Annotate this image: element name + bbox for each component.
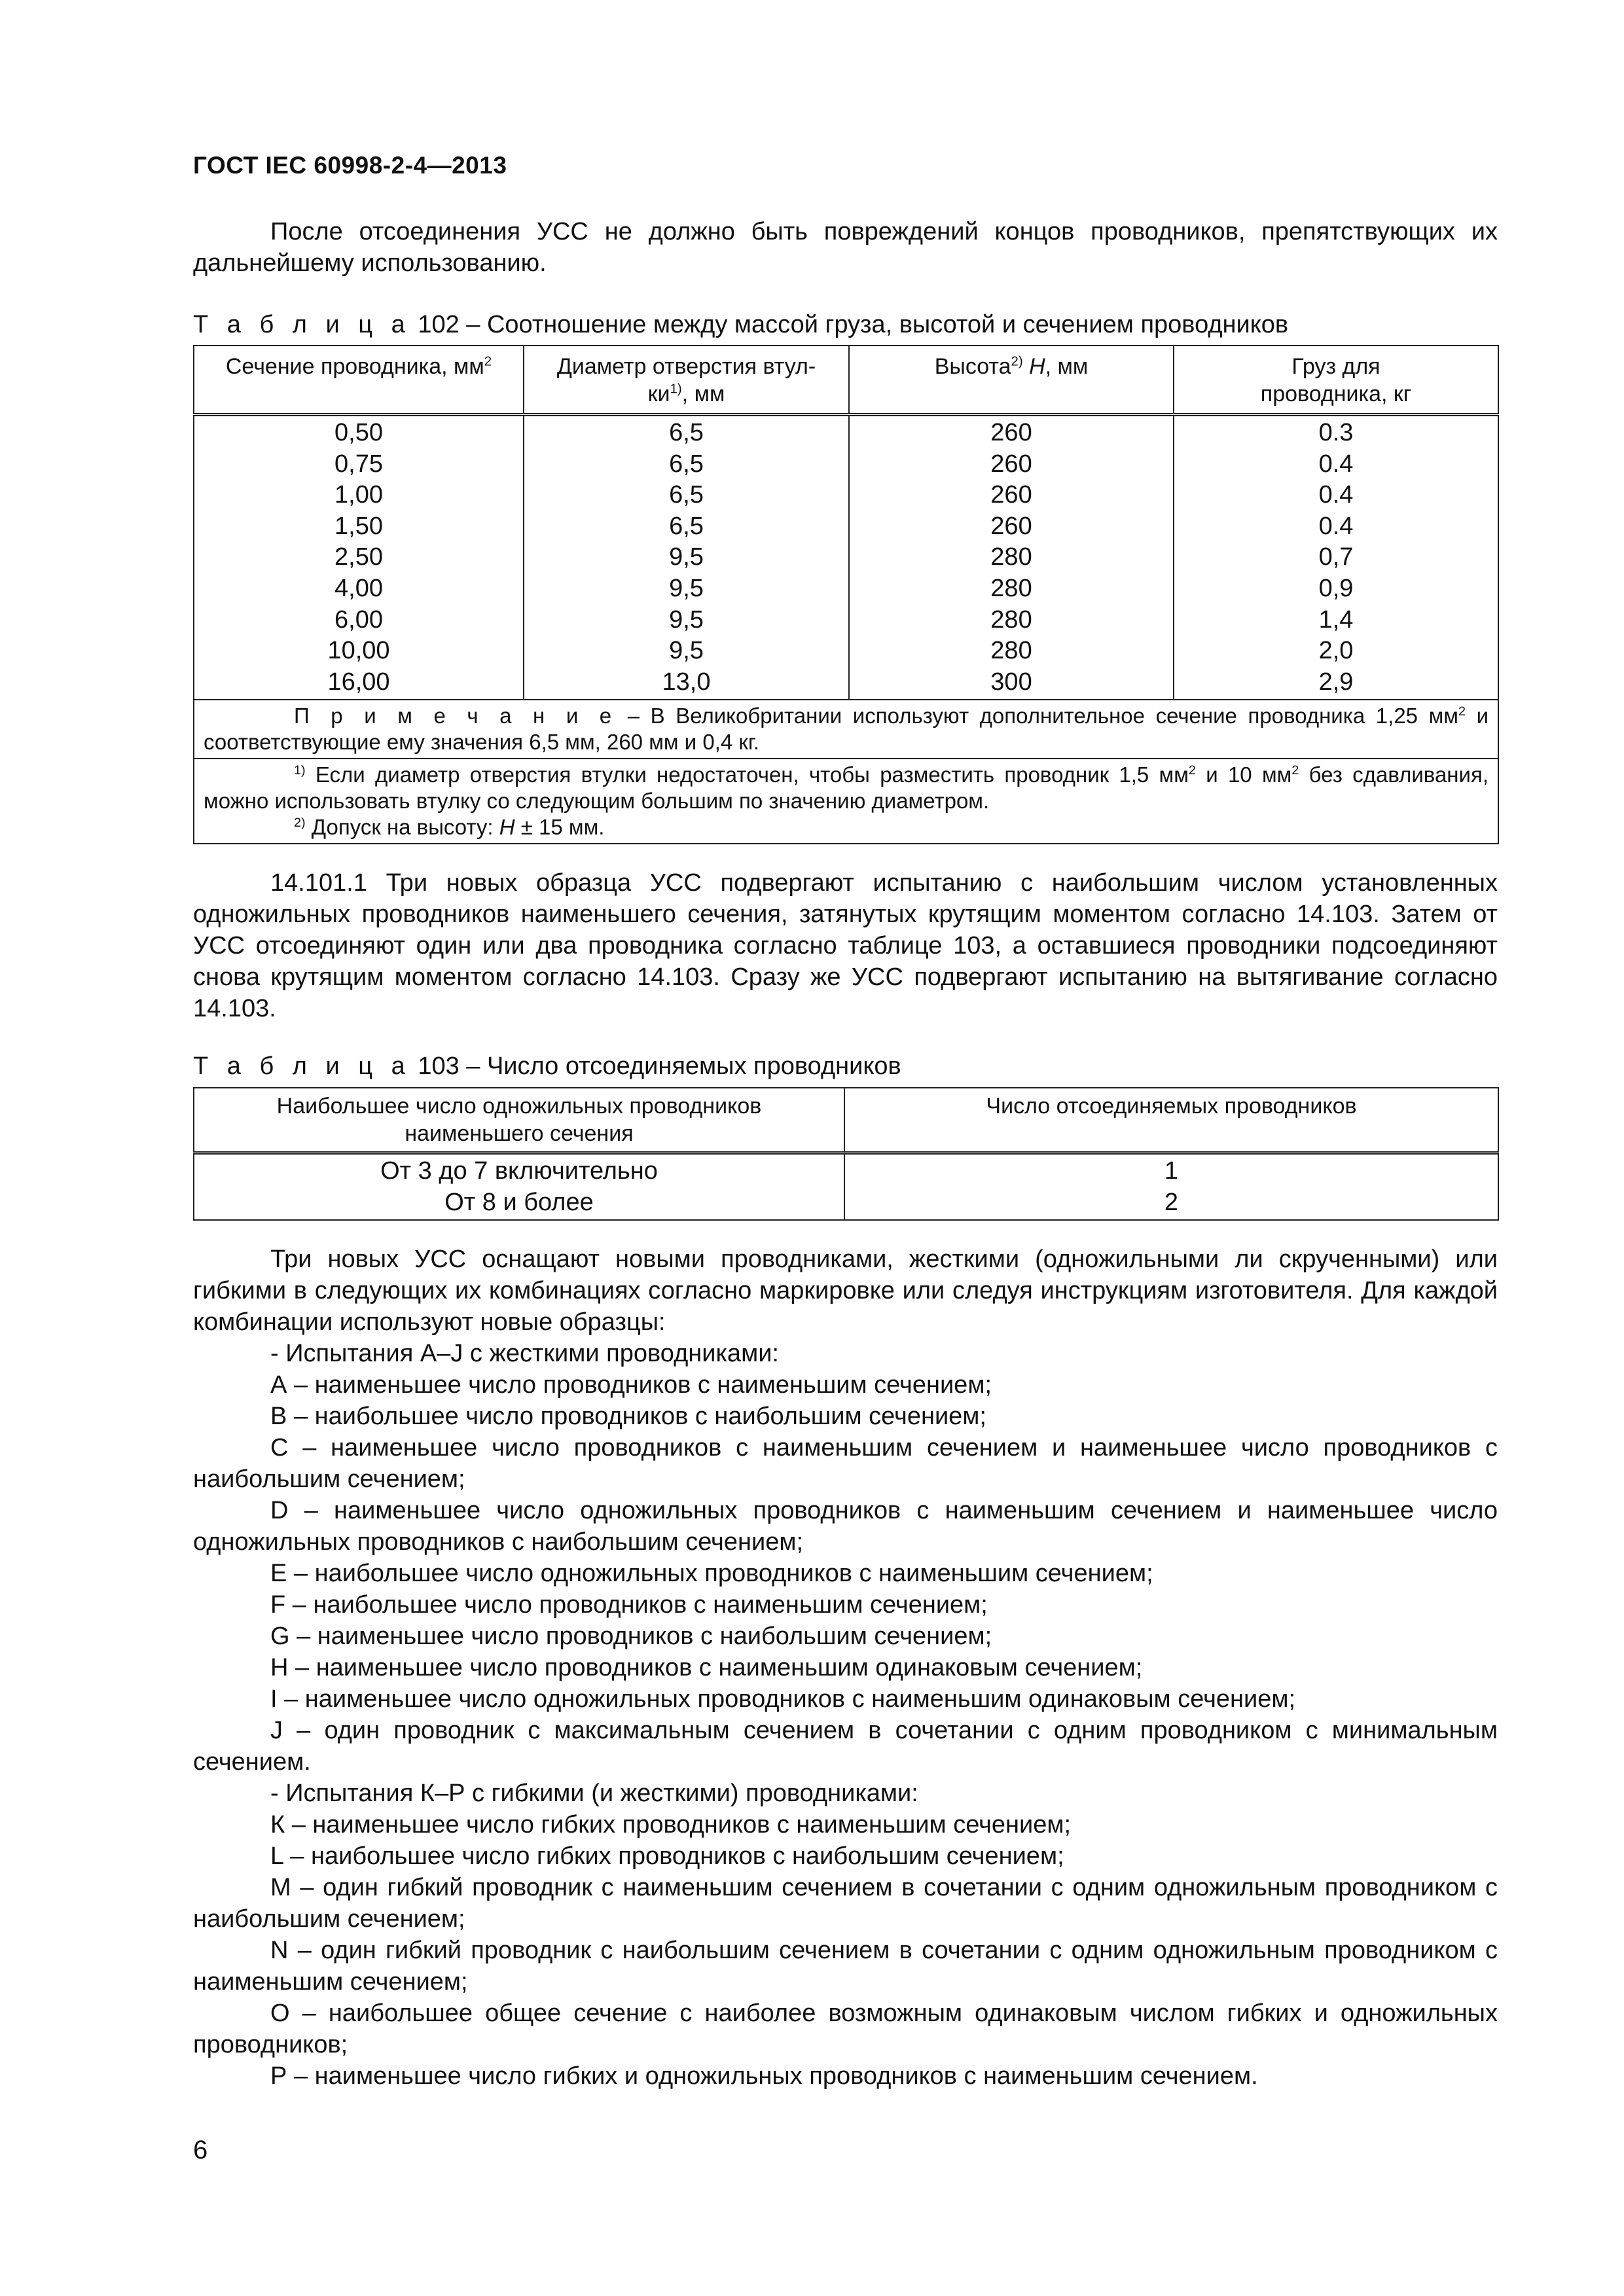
list-item: F – наибольшее число проводников с наименьшим сечением; (270, 1591, 988, 1619)
cell-count: 1 (1164, 1157, 1179, 1185)
document-header: ГОСТ IEC 60998-2-4—2013 (193, 152, 507, 179)
list-item: М – один гибкий проводник с наименьшим сечением в сочетании с одним одножильным проводником с наибольшим сечением; (193, 1874, 1498, 1933)
list-item: С – наименьшее число проводников с наименьшим сечением и наименьшее число проводников с наибольшим сечением; (193, 1434, 1498, 1493)
cell-load: 0.3 (1318, 419, 1354, 446)
table-102-header-diameter (524, 346, 849, 415)
cell-diameter: 13,0 (662, 668, 711, 696)
cell-range: От 8 и более (444, 1188, 594, 1216)
cell-load: 2,9 (1318, 668, 1354, 696)
cell-load: 0.4 (1318, 481, 1354, 509)
page-number: 6 (193, 2136, 208, 2164)
table-103 (193, 1087, 1499, 1221)
table-102-col-height (849, 415, 1174, 700)
header-section-text: Сечение проводника, мм (225, 354, 484, 379)
table-102-col-diameter (524, 415, 849, 700)
table-103-caption (193, 1050, 901, 1082)
cell-range: От 3 до 7 включительно (380, 1157, 658, 1185)
cell-diameter: 9,5 (669, 543, 704, 571)
table-102 (193, 345, 1499, 844)
list-item: К – наименьшее число гибких проводников с наименьшим сечением; (270, 1811, 1072, 1839)
cell-height: 280 (990, 574, 1032, 602)
intro-paragraph: После отсоединения УСС не должно быть повреждений концов проводников, препятствующих их дальнейшему использованию. (193, 218, 1498, 277)
cell-height: 300 (990, 668, 1032, 696)
cell-diameter: 9,5 (669, 637, 704, 665)
list-item: Р – наименьшее число гибких и одножильных проводников с наименьшим сечением. (270, 2062, 1258, 2090)
note-text-b: и соответствующие ему значения 6,5 мм, 260 мм и 0,4 кг. (204, 704, 1489, 755)
list-item: H – наименьшее число проводников с наименьшим одинаковым сечением; (270, 1654, 1143, 1681)
cell-diameter: 6,5 (669, 450, 704, 478)
list-item: L – наибольшее число гибких проводников с наибольшим сечением; (270, 1842, 1064, 1870)
header-diameter-text-1: Диаметр отверстия втул- (556, 354, 816, 379)
footnote-2-text-a: Допуск на высоту: (305, 815, 499, 840)
footnote-1-text-b: и 10 мм (1195, 762, 1292, 787)
cell-height: 260 (990, 419, 1032, 446)
table-102-footnotes (194, 759, 1498, 844)
header-load-text-2: проводника, кг (1260, 382, 1412, 406)
table-102-caption-title: 102 – Соотношение между массой груза, высотой и сечением проводников (410, 311, 1289, 338)
table-102-footnotes-row (194, 759, 1498, 844)
table-103-col-count (844, 1153, 1498, 1221)
list-item: G – наименьшее число проводников с наибольшим сечением; (270, 1623, 992, 1650)
header-height-unit: , мм (1045, 354, 1089, 379)
cell-section: 1,50 (334, 512, 383, 540)
list-item: N – один гибкий проводник с наибольшим сечением в сочетании с одним одножильным проводником с наименьшим сечением; (193, 1937, 1498, 1996)
cell-diameter: 9,5 (669, 605, 704, 634)
cell-diameter: 6,5 (669, 481, 704, 509)
footnote-1-mark: 1) (294, 763, 306, 778)
cell-height: 280 (990, 605, 1032, 634)
table-102-caption-word: Т а б л и ц а (193, 311, 411, 338)
cell-section: 1,00 (334, 481, 383, 509)
table-102-note-row (194, 700, 1498, 759)
list-item: О – наибольшее общее сечение с наиболее возможным одинаковым числом гибких и одножильных проводников; (193, 2000, 1498, 2058)
cell-section: 0,75 (334, 450, 383, 478)
header-load-text-1: Груз для (1291, 354, 1380, 379)
table-102-col-section (194, 415, 524, 700)
list-item: - Испытания A–J с жесткими проводниками: (270, 1340, 779, 1367)
header-height-text: Высота (934, 354, 1011, 379)
cell-height: 260 (990, 512, 1032, 540)
cell-load: 0.4 (1318, 450, 1354, 478)
note-label: П р и м е ч а н и е (294, 704, 617, 728)
cell-section: 4,00 (334, 574, 383, 602)
cell-load: 2,0 (1318, 637, 1354, 665)
cell-height: 260 (990, 481, 1032, 509)
header-diameter-text-3: , мм (681, 382, 725, 406)
footnote-2-text-b: ± 15 мм. (514, 815, 605, 840)
list-item: D – наименьшее число одножильных проводников с наименьшим сечением и наименьшее число одножильных проводников с наибольшим сечением; (193, 1497, 1498, 1556)
cell-section: 10,00 (327, 637, 390, 665)
table-103-header-count: Число отсоединяемых проводников (844, 1088, 1498, 1153)
cell-count: 2 (1164, 1188, 1179, 1216)
list-item: - Испытания К–Р с гибкими (и жесткими) проводниками: (270, 1780, 918, 1807)
table-102-body-row (194, 415, 1498, 700)
cell-diameter: 9,5 (669, 574, 704, 602)
list-item: А – наименьшее число проводников с наименьшим сечением; (270, 1371, 992, 1399)
cell-section: 2,50 (334, 543, 383, 571)
table-102-caption (193, 309, 1288, 340)
footnote-1-sup-1: 2 (1188, 763, 1196, 778)
footnote-1-text-c: без сдавливания, можно использовать втулку со следующим большим по значению диаметром. (204, 762, 1489, 814)
table-102-header-height (849, 346, 1174, 415)
table-103-header-row (194, 1088, 1498, 1153)
footnote-1-sup-2: 2 (1291, 763, 1299, 778)
list-item: В – наибольшее число проводников с наибольшим сечением; (270, 1403, 986, 1430)
table-102-note (194, 700, 1498, 759)
header-max-text-1: Наибольшее число одножильных проводников (276, 1094, 762, 1119)
list-item: I – наименьшее число одножильных проводников с наименьшим одинаковым сечением; (270, 1685, 1296, 1713)
list-item: J – один проводник с максимальным сечением в сочетании с одним проводником с минимальным сечением. (193, 1717, 1498, 1776)
table-102-header-row (194, 346, 1498, 415)
paragraph-14-101-1: 14.101.1 Три новых образца УСС подвергают испытанию с наибольшим числом установленных одножильных проводников наименьшего сечения, затянутых крутящим моментом согласно 14.103. Затем от УСС отсоединяют один или два проводника согласно таблице 103, а оставшиеся проводники подсоединяют снова крутящим моментом согласно 14.103. Сразу же УСС подвергают испытанию на вытягивание согласно 14.103. (193, 869, 1498, 1022)
cell-diameter: 6,5 (669, 419, 704, 446)
table-102-col-load (1174, 415, 1498, 700)
cell-height: 280 (990, 637, 1032, 665)
list-item: E – наибольшее число одножильных проводников с наименьшим сечением; (270, 1560, 1153, 1587)
footnote-1-text-a: Если диаметр отверстия втулки недостаточен, чтобы разместить проводник 1,5 мм (305, 762, 1189, 787)
header-diameter-sup: 1) (670, 382, 682, 397)
cell-height: 280 (990, 543, 1032, 571)
cell-load: 0,7 (1318, 543, 1354, 571)
table-102-header-load (1174, 346, 1498, 415)
table-103-col-range (194, 1153, 844, 1221)
footnote-2-symbol: H (499, 815, 515, 840)
cell-section: 0,50 (334, 419, 383, 446)
header-max-text-2: наименьшего сечения (405, 1121, 634, 1146)
note-sup: 2 (1458, 704, 1466, 719)
cell-load: 1,4 (1318, 605, 1354, 634)
paragraph-combinations: Три новых УСС оснащают новыми проводниками, жесткими (одножильными ли скрученными) или гибкими в следующих их комбинациях согласно маркировке или следуя инструкциям изготовителя. Для каждой комбинации используют новые образцы: (193, 1246, 1498, 1336)
header-diameter-text-2: ки (647, 382, 670, 406)
cell-section: 16,00 (327, 668, 390, 696)
header-height-symbol: H (1022, 354, 1045, 379)
table-103-caption-title: 103 – Число отсоединяемых проводников (410, 1052, 901, 1080)
cell-section: 6,00 (334, 605, 383, 634)
header-height-sup: 2) (1011, 354, 1023, 369)
table-103-body-row (194, 1153, 1498, 1221)
header-section-sup: 2 (484, 354, 492, 369)
cell-load: 0,9 (1318, 574, 1354, 602)
footnote-2-mark: 2) (294, 816, 306, 831)
note-text-a: – В Великобритании используют дополнительное сечение проводника 1,25 мм (617, 704, 1458, 728)
cell-load: 0.4 (1318, 512, 1354, 540)
cell-height: 260 (990, 450, 1032, 478)
cell-diameter: 6,5 (669, 512, 704, 540)
table-103-header-max (194, 1088, 844, 1153)
table-102-header-section (194, 346, 524, 415)
table-103-caption-word: Т а б л и ц а (193, 1052, 411, 1080)
